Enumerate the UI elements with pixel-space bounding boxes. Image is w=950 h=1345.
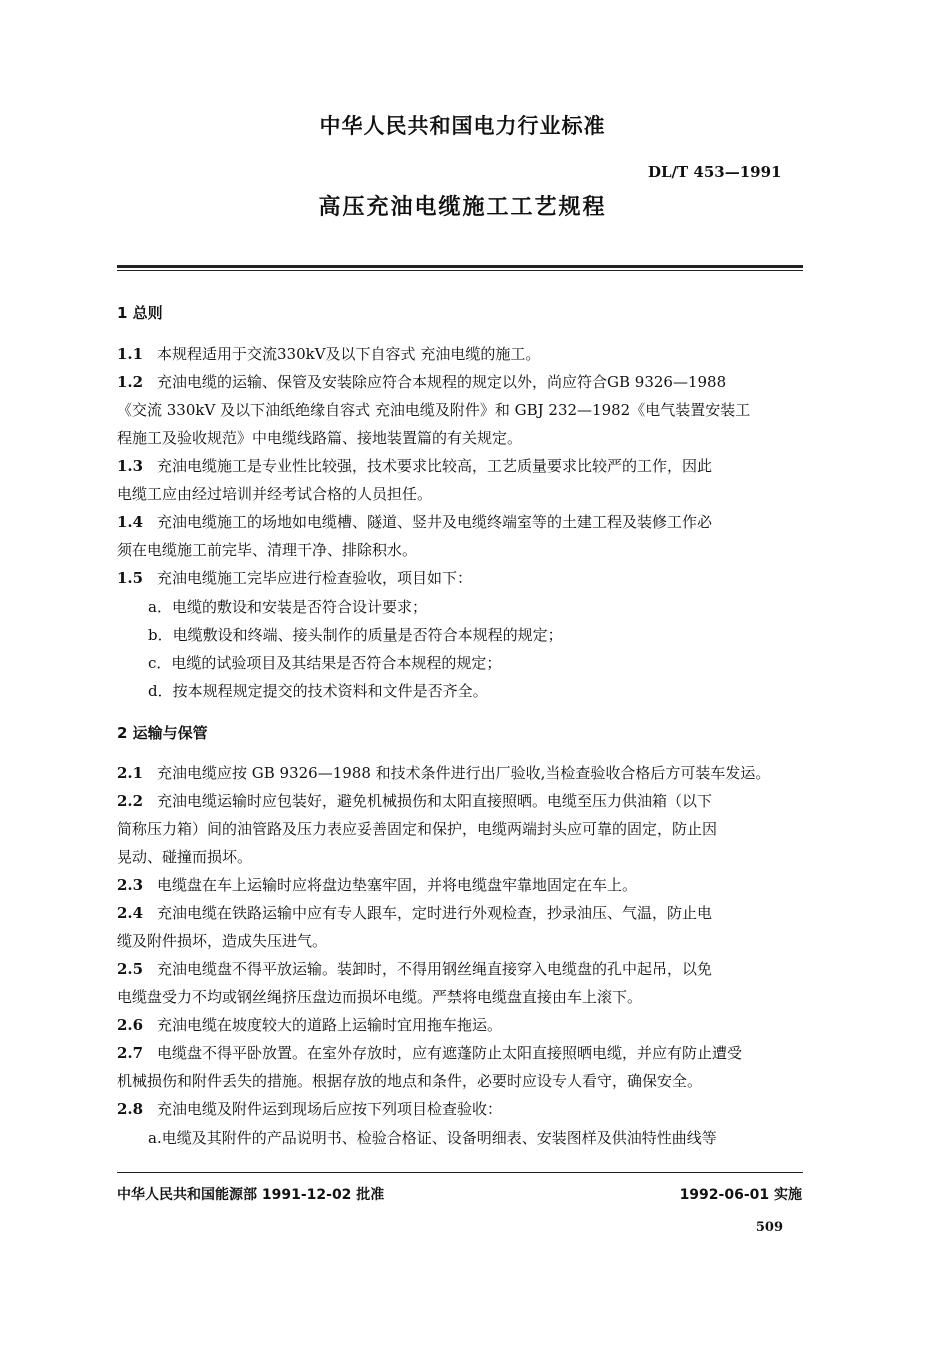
clause-1-3-line-2: 电缆工应由经过培训并经考试合格的人员担任。 <box>117 485 433 503</box>
clause-number: 1.2 <box>117 373 144 391</box>
clause-number: 2.5 <box>117 960 144 978</box>
clause-2-7-line-2: 机械损伤和附件丢失的措施。根据存放的地点和条件，必要时应设专人看守，确保安全。 <box>117 1072 703 1090</box>
header-divider-thick <box>117 265 803 268</box>
clause-2-5 <box>117 959 712 979</box>
clause-2-2 <box>117 791 712 811</box>
clause-2-4-line-2: 缆及附件损坏，造成失压进气。 <box>117 932 328 950</box>
clause-1-4-line-2: 须在电缆施工前完毕、清理干净、排除积水。 <box>117 541 418 559</box>
clause-1-1 <box>117 344 540 364</box>
clause-number: 2.7 <box>117 1044 144 1062</box>
list-item-d: d．按本规程规定提交的技术资料和文件是否齐全。 <box>148 682 488 700</box>
clause-text: 本规程适用于交流330kV及以下自容式 充油电缆的施工。 <box>157 345 541 363</box>
clause-text: 充油电缆应按 GB 9326—1988 和技术条件进行出厂验收,当检查验收合格后方可装车发运。 <box>157 764 771 782</box>
clause-2-5-line-2: 电缆盘受力不均或钢丝绳挤压盘边而损坏电缆。严禁将电缆盘直接由车上滚下。 <box>117 988 643 1006</box>
page-number: 509 <box>755 1220 783 1235</box>
clause-number: 2.6 <box>117 1016 144 1034</box>
clause-text: 充油电缆在铁路运输中应有专人跟车，定时进行外观检查，抄录油压、气温，防止电 <box>157 904 713 922</box>
list-item-a: a．电缆的敷设和安装是否符合设计要求； <box>148 598 427 616</box>
clause-number: 2.8 <box>117 1100 144 1118</box>
standard-code: DL/T 453—1991 <box>648 163 782 181</box>
clause-2-8 <box>117 1099 502 1119</box>
clause-2-3 <box>117 875 637 895</box>
clause-text: 充油电缆的运输、保管及安装除应符合本规程的规定以外，尚应符合GB 9326—1988 <box>157 373 727 391</box>
clause-text: 充油电缆施工的场地如电缆槽、隧道、竖井及电缆终端室等的土建工程及装修工作必 <box>157 513 713 531</box>
footer-divider <box>117 1172 803 1173</box>
implementation-date: 1992-06-01 实施 <box>679 1187 802 1203</box>
list-item-a-2-8: a.电缆及其附件的产品说明书、检验合格证、设备明细表、安装图样及供油特性曲线等 <box>148 1129 717 1147</box>
clause-1-2-line-2: 《交流 330kV 及以下油纸绝缘自容式 充油电缆及附件》和 GBJ 232—1982《电气装置安装工 <box>117 401 751 419</box>
clause-1-2 <box>117 372 726 392</box>
clause-text: 充油电缆运输时应包装好，避免机械损伤和太阳直接照晒。电缆至压力供油箱（以下 <box>157 792 713 810</box>
clause-number: 1.1 <box>117 345 144 363</box>
clause-number: 2.2 <box>117 792 144 810</box>
clause-2-4 <box>117 903 712 923</box>
list-item-c: c．电缆的试验项目及其结果是否符合本规程的规定； <box>148 654 502 672</box>
clause-2-2-line-2: 简称压力箱）间的油管路及压力表应妥善固定和保护，电缆两端封头应可靠的固定，防止因 <box>117 820 718 838</box>
header-divider-thin <box>117 270 803 271</box>
clause-text: 充油电缆及附件运到现场后应按下列项目检查验收： <box>157 1100 503 1118</box>
clause-text: 充油电缆在坡度较大的道路上运输时宜用拖车拖运。 <box>157 1016 503 1034</box>
clause-number: 2.1 <box>117 764 144 782</box>
clause-text: 充油电缆盘不得平放运输。装卸时，不得用钢丝绳直接穿入电缆盘的孔中起吊，以免 <box>157 960 713 978</box>
clause-1-5 <box>117 568 472 588</box>
clause-2-1 <box>117 763 770 783</box>
clause-text: 充油电缆施工完毕应进行检查验收，项目如下： <box>157 569 473 587</box>
clause-number: 1.5 <box>117 569 144 587</box>
section-heading-1: 1 总则 <box>117 304 163 322</box>
clause-text: 充油电缆施工是专业性比较强，技术要求比较高，工艺质量要求比较严的工作，因此 <box>157 457 713 475</box>
clause-text: 电缆盘在车上运输时应将盘边垫塞牢固，并将电缆盘牢靠地固定在车上。 <box>157 876 638 894</box>
list-item-b: b．电缆敷设和终端、接头制作的质量是否符合本规程的规定； <box>148 626 563 644</box>
approval-note: 中华人民共和国能源部 1991-12-02 批准 <box>117 1187 385 1203</box>
clause-2-6 <box>117 1015 502 1035</box>
clause-number: 2.4 <box>117 904 144 922</box>
clause-number: 1.3 <box>117 457 144 475</box>
clause-number: 2.3 <box>117 876 144 894</box>
clause-number: 1.4 <box>117 513 144 531</box>
clause-1-3 <box>117 456 712 476</box>
clause-text: 电缆盘不得平卧放置。在室外存放时，应有遮蓬防止太阳直接照晒电缆，并应有防止遭受 <box>157 1044 743 1062</box>
document-title: 高压充油电缆施工工艺规程 <box>318 195 607 220</box>
clause-1-2-line-3: 程施工及验收规范》中电缆线路篇、接地装置篇的有关规定。 <box>117 429 523 447</box>
section-heading-2: 2 运输与保管 <box>117 724 208 742</box>
clause-2-2-line-3: 晃动、碰撞而损坏。 <box>117 848 253 866</box>
clause-2-7 <box>117 1043 742 1063</box>
clause-1-4 <box>117 512 712 532</box>
standard-organization: 中华人民共和国电力行业标准 <box>319 114 606 138</box>
